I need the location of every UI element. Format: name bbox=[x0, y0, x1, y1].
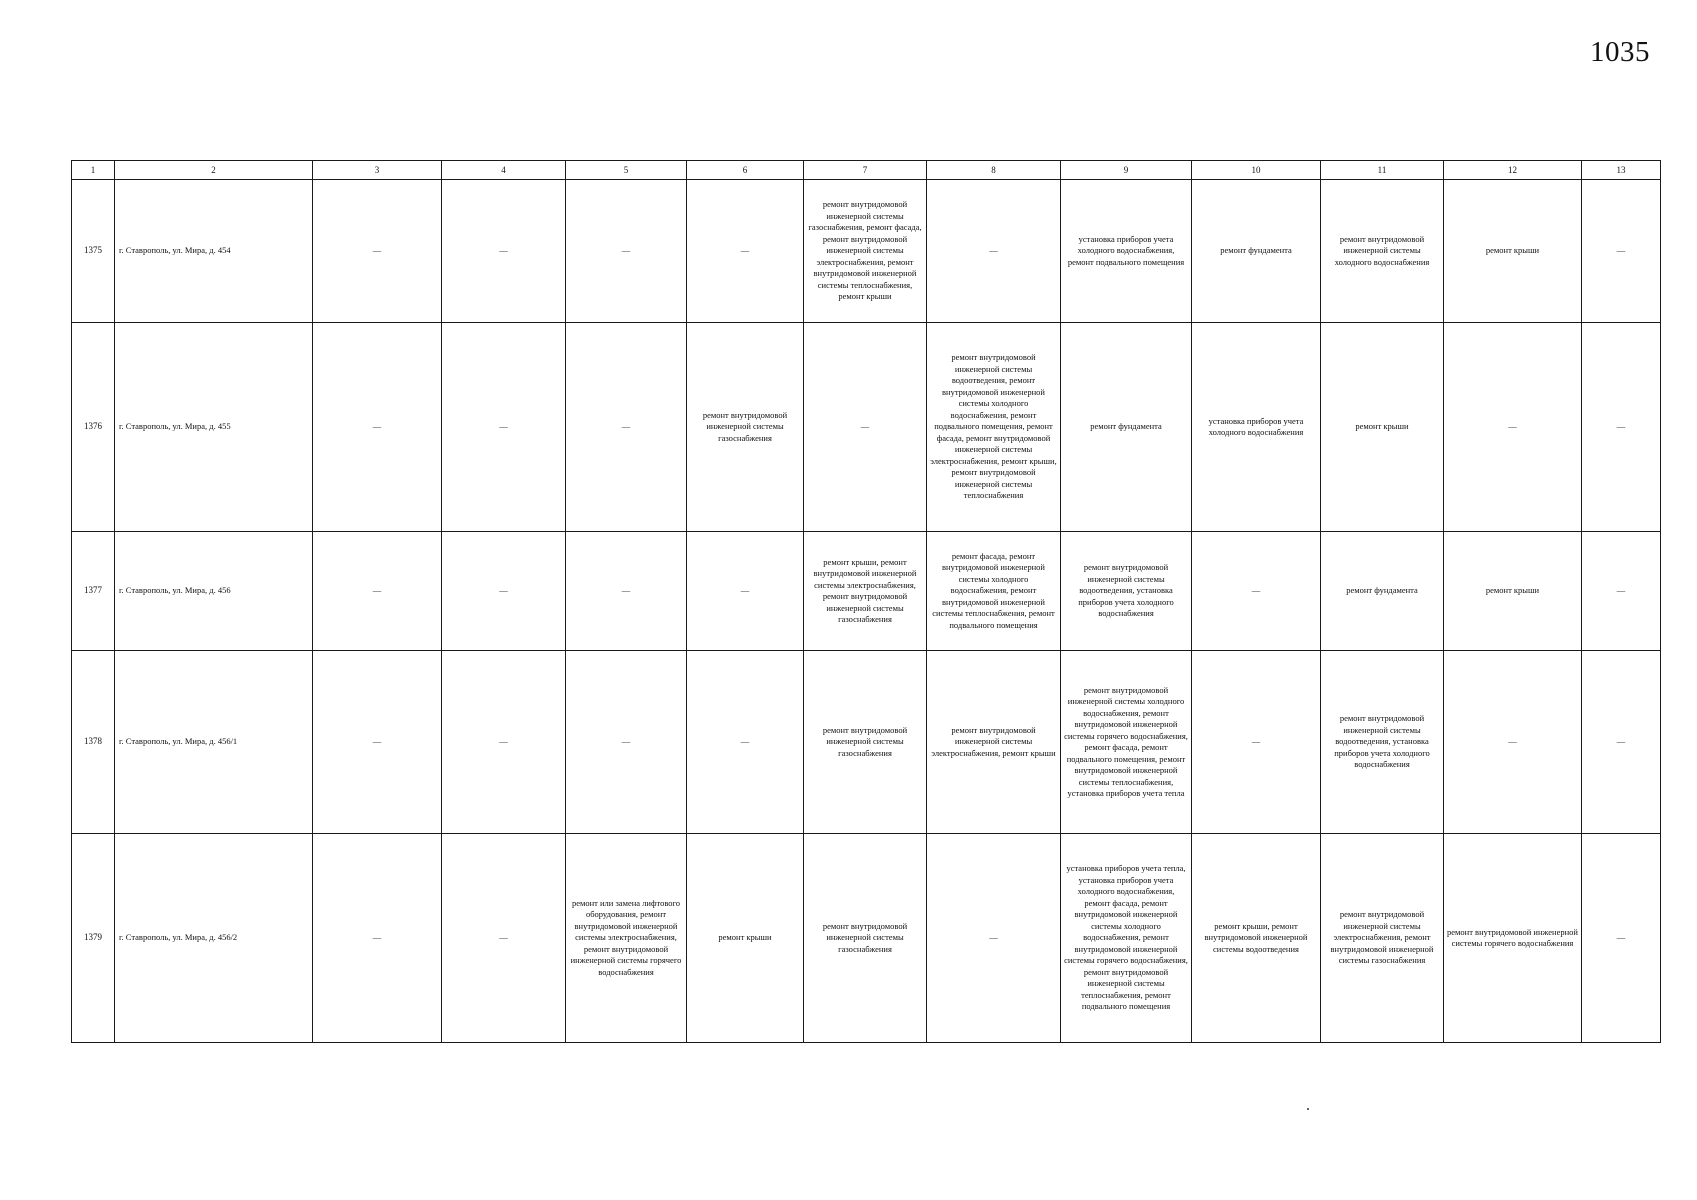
work-cell: ремонт внутридомовой инженерной системы газоснабжения bbox=[687, 323, 804, 532]
row-number: 1375 bbox=[72, 180, 115, 323]
work-cell: — bbox=[442, 532, 566, 651]
table-row bbox=[72, 180, 1661, 323]
table-row bbox=[72, 834, 1661, 1043]
row-number: 1379 bbox=[72, 834, 115, 1043]
work-cell: установка приборов учета тепла, установка приборов учета холодного водоснабжения, ремонт фасада, ремонт внутридомовой инженерной системы холодного водоснабжения, ремонт внутридомовой инженерной системы горячего водоснабжения, ремонт внутридомовой инженерной системы теплоснабжения, ремонт подвального помещения bbox=[1061, 834, 1192, 1043]
work-cell: — bbox=[442, 180, 566, 323]
work-cell: ремонт крыши bbox=[1444, 532, 1582, 651]
repair-schedule-table bbox=[71, 160, 1661, 1043]
work-cell: — bbox=[566, 180, 687, 323]
header-row bbox=[72, 161, 1661, 180]
address-cell: г. Ставрополь, ул. Мира, д. 454 bbox=[115, 180, 313, 323]
work-cell: ремонт внутридомовой инженерной системы водоотведения, установка приборов учета холодного водоснабжения bbox=[1321, 651, 1444, 834]
work-cell: ремонт внутридомовой инженерной системы газоснабжения bbox=[804, 834, 927, 1043]
row-number: 1377 bbox=[72, 532, 115, 651]
work-cell: ремонт внутридомовой инженерной системы горячего водоснабжения bbox=[1444, 834, 1582, 1043]
work-cell: — bbox=[442, 323, 566, 532]
work-cell: ремонт крыши bbox=[1444, 180, 1582, 323]
table-body bbox=[72, 161, 1661, 1043]
scan-speck bbox=[1307, 1108, 1309, 1110]
work-cell: ремонт внутридомовой инженерной системы электроснабжения, ремонт крыши bbox=[927, 651, 1061, 834]
work-cell: — bbox=[1582, 323, 1661, 532]
address-cell: г. Ставрополь, ул. Мира, д. 456/1 bbox=[115, 651, 313, 834]
column-header: 12 bbox=[1444, 161, 1582, 180]
column-header: 13 bbox=[1582, 161, 1661, 180]
address-cell: г. Ставрополь, ул. Мира, д. 456/2 bbox=[115, 834, 313, 1043]
work-cell: ремонт фундамента bbox=[1321, 532, 1444, 651]
row-number: 1376 bbox=[72, 323, 115, 532]
work-cell: ремонт внутридомовой инженерной системы электроснабжения, ремонт внутридомовой инженерной системы газоснабжения bbox=[1321, 834, 1444, 1043]
work-cell: — bbox=[804, 323, 927, 532]
column-header: 1 bbox=[72, 161, 115, 180]
work-cell: — bbox=[927, 180, 1061, 323]
work-cell: — bbox=[566, 651, 687, 834]
page-number: 1035 bbox=[1590, 36, 1650, 68]
work-cell: — bbox=[442, 651, 566, 834]
work-cell: — bbox=[1192, 651, 1321, 834]
column-header: 3 bbox=[313, 161, 442, 180]
work-cell: ремонт внутридомовой инженерной системы газоснабжения bbox=[804, 651, 927, 834]
work-cell: — bbox=[442, 834, 566, 1043]
work-cell: ремонт или замена лифтового оборудования, ремонт внутридомовой инженерной системы электроснабжения, ремонт внутридомовой инженерной системы горячего водоснабжения bbox=[566, 834, 687, 1043]
work-cell: — bbox=[313, 323, 442, 532]
work-cell: — bbox=[313, 532, 442, 651]
work-cell: ремонт крыши bbox=[687, 834, 804, 1043]
table-row bbox=[72, 532, 1661, 651]
work-cell: — bbox=[566, 532, 687, 651]
column-header: 4 bbox=[442, 161, 566, 180]
work-cell: — bbox=[1582, 180, 1661, 323]
work-cell: ремонт внутридомовой инженерной системы газоснабжения, ремонт фасада, ремонт внутридомовой инженерной системы электроснабжения, ремонт внутридомовой инженерной системы теплоснабжения, ремонт крыши bbox=[804, 180, 927, 323]
work-cell: — bbox=[687, 651, 804, 834]
column-header: 9 bbox=[1061, 161, 1192, 180]
work-cell: ремонт внутридомовой инженерной системы водоотведения, установка приборов учета холодного водоснабжения bbox=[1061, 532, 1192, 651]
column-header: 11 bbox=[1321, 161, 1444, 180]
work-cell: — bbox=[687, 532, 804, 651]
work-cell: — bbox=[1444, 651, 1582, 834]
work-cell: ремонт фундамента bbox=[1192, 180, 1321, 323]
column-header: 2 bbox=[115, 161, 313, 180]
column-header: 8 bbox=[927, 161, 1061, 180]
work-cell: — bbox=[687, 180, 804, 323]
column-header: 5 bbox=[566, 161, 687, 180]
work-cell: — bbox=[1582, 834, 1661, 1043]
work-cell: — bbox=[566, 323, 687, 532]
address-cell: г. Ставрополь, ул. Мира, д. 456 bbox=[115, 532, 313, 651]
work-cell: ремонт крыши bbox=[1321, 323, 1444, 532]
column-header: 10 bbox=[1192, 161, 1321, 180]
work-cell: ремонт фундамента bbox=[1061, 323, 1192, 532]
table-row bbox=[72, 651, 1661, 834]
table-row bbox=[72, 323, 1661, 532]
work-cell: ремонт внутридомовой инженерной системы водоотведения, ремонт внутридомовой инженерной системы холодного водоснабжения, ремонт подвального помещения, ремонт фасада, ремонт внутридомовой инженерной системы электроснабжения, ремонт крыши, ремонт внутридомовой инженерной системы теплоснабжения bbox=[927, 323, 1061, 532]
work-cell: ремонт фасада, ремонт внутридомовой инженерной системы холодного водоснабжения, ремонт внутридомовой инженерной системы теплоснабжения, ремонт подвального помещения bbox=[927, 532, 1061, 651]
work-cell: ремонт внутридомовой инженерной системы холодного водоснабжения, ремонт внутридомовой инженерной системы горячего водоснабжения, ремонт фасада, ремонт подвального помещения, ремонт внутридомовой инженерной системы теплоснабжения, установка приборов учета тепла bbox=[1061, 651, 1192, 834]
work-cell: — bbox=[927, 834, 1061, 1043]
column-header: 7 bbox=[804, 161, 927, 180]
work-cell: — bbox=[313, 834, 442, 1043]
row-number: 1378 bbox=[72, 651, 115, 834]
work-cell: — bbox=[313, 180, 442, 323]
work-cell: — bbox=[1192, 532, 1321, 651]
work-cell: установка приборов учета холодного водоснабжения, ремонт подвального помещения bbox=[1061, 180, 1192, 323]
work-cell: — bbox=[313, 651, 442, 834]
work-cell: — bbox=[1444, 323, 1582, 532]
work-cell: — bbox=[1582, 651, 1661, 834]
work-cell: установка приборов учета холодного водоснабжения bbox=[1192, 323, 1321, 532]
work-cell: ремонт крыши, ремонт внутридомовой инженерной системы водоотведения bbox=[1192, 834, 1321, 1043]
address-cell: г. Ставрополь, ул. Мира, д. 455 bbox=[115, 323, 313, 532]
column-header: 6 bbox=[687, 161, 804, 180]
work-cell: ремонт крыши, ремонт внутридомовой инженерной системы электроснабжения, ремонт внутридомовой инженерной системы газоснабжения bbox=[804, 532, 927, 651]
work-cell: — bbox=[1582, 532, 1661, 651]
work-cell: ремонт внутридомовой инженерной системы холодного водоснабжения bbox=[1321, 180, 1444, 323]
